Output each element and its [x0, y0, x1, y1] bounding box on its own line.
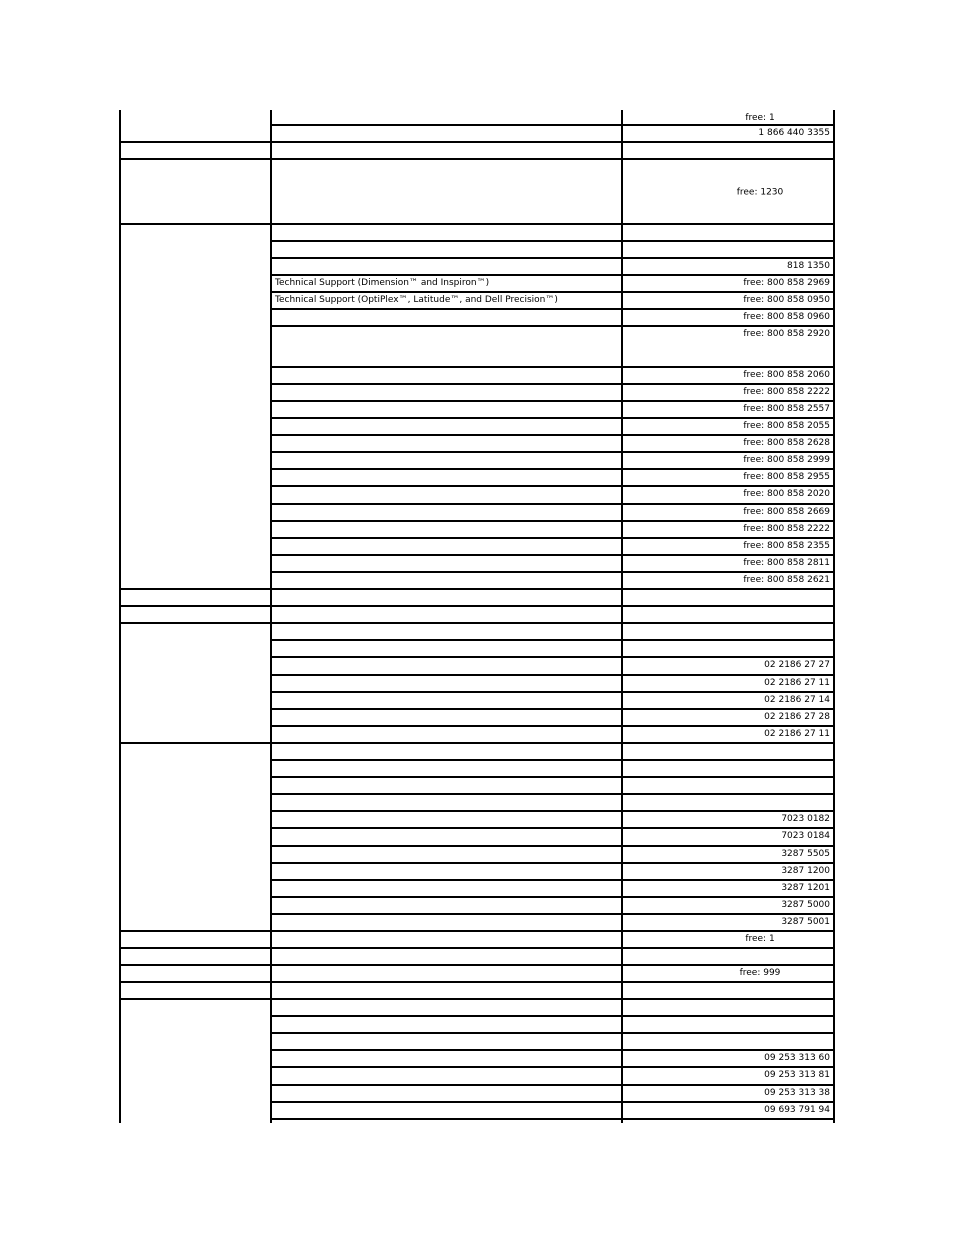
phone-number: free: 800 858 0960	[743, 312, 830, 322]
phone-number: 3287 1200	[781, 866, 830, 876]
phone-number: free: 800 858 2055	[743, 421, 830, 431]
phone-number: 3287 5000	[781, 900, 830, 910]
phone-number: 3287 5505	[781, 849, 830, 859]
phone-number: free: 800 858 2628	[743, 438, 830, 448]
phone-number: 09 693 791 94	[764, 1105, 830, 1115]
phone-number: free: 800 858 2621	[743, 575, 830, 585]
phone-number: free: 800 858 2222	[743, 524, 830, 534]
phone-number: 02 2186 27 11	[764, 678, 830, 688]
phone-number: 02 2186 27 11	[764, 729, 830, 739]
phone-number: free: 800 858 2811	[743, 558, 830, 568]
phone-number: free: 800 858 2955	[743, 472, 830, 482]
phone-number: free: 800 858 2557	[743, 404, 830, 414]
phone-number: 1 866 440 3355	[758, 128, 830, 138]
phone-number: free: 1	[745, 934, 775, 944]
phone-number: free: 1	[745, 113, 775, 123]
phone-number: 09 253 313 38	[764, 1088, 830, 1098]
phone-number: free: 1230	[736, 187, 784, 198]
phone-number: 02 2186 27 14	[764, 695, 830, 705]
table-grid	[120, 110, 834, 1123]
phone-number: free: 800 858 0950	[743, 295, 830, 305]
phone-number: 02 2186 27 27	[764, 660, 830, 670]
phone-number: free: 999	[739, 968, 781, 978]
phone-number: 09 253 313 81	[764, 1070, 830, 1080]
phone-number: free: 800 858 2969	[743, 278, 830, 288]
phone-number: 818 1350	[787, 261, 830, 271]
phone-number: 7023 0184	[781, 831, 830, 841]
service-label: Technical Support (OptiPlex™, Latitude™, and Dell Precision™)	[275, 295, 558, 305]
phone-number: 3287 5001	[781, 917, 830, 927]
phone-number: free: 800 858 2669	[743, 507, 830, 517]
phone-number: free: 800 858 2060	[743, 370, 830, 380]
phone-number: 3287 1201	[781, 883, 830, 893]
phone-number: free: 800 858 2920	[743, 329, 830, 339]
phone-number: free: 800 858 2999	[743, 455, 830, 465]
phone-number: 09 253 313 60	[764, 1053, 830, 1063]
phone-number: 02 2186 27 28	[764, 712, 830, 722]
service-label: Technical Support (Dimension™ and Inspiron™)	[275, 278, 490, 288]
phone-number: free: 800 858 2355	[743, 541, 830, 551]
phone-number: 7023 0182	[781, 814, 830, 824]
phone-number: free: 800 858 2020	[743, 489, 830, 499]
phone-number: free: 800 858 2222	[743, 387, 830, 397]
